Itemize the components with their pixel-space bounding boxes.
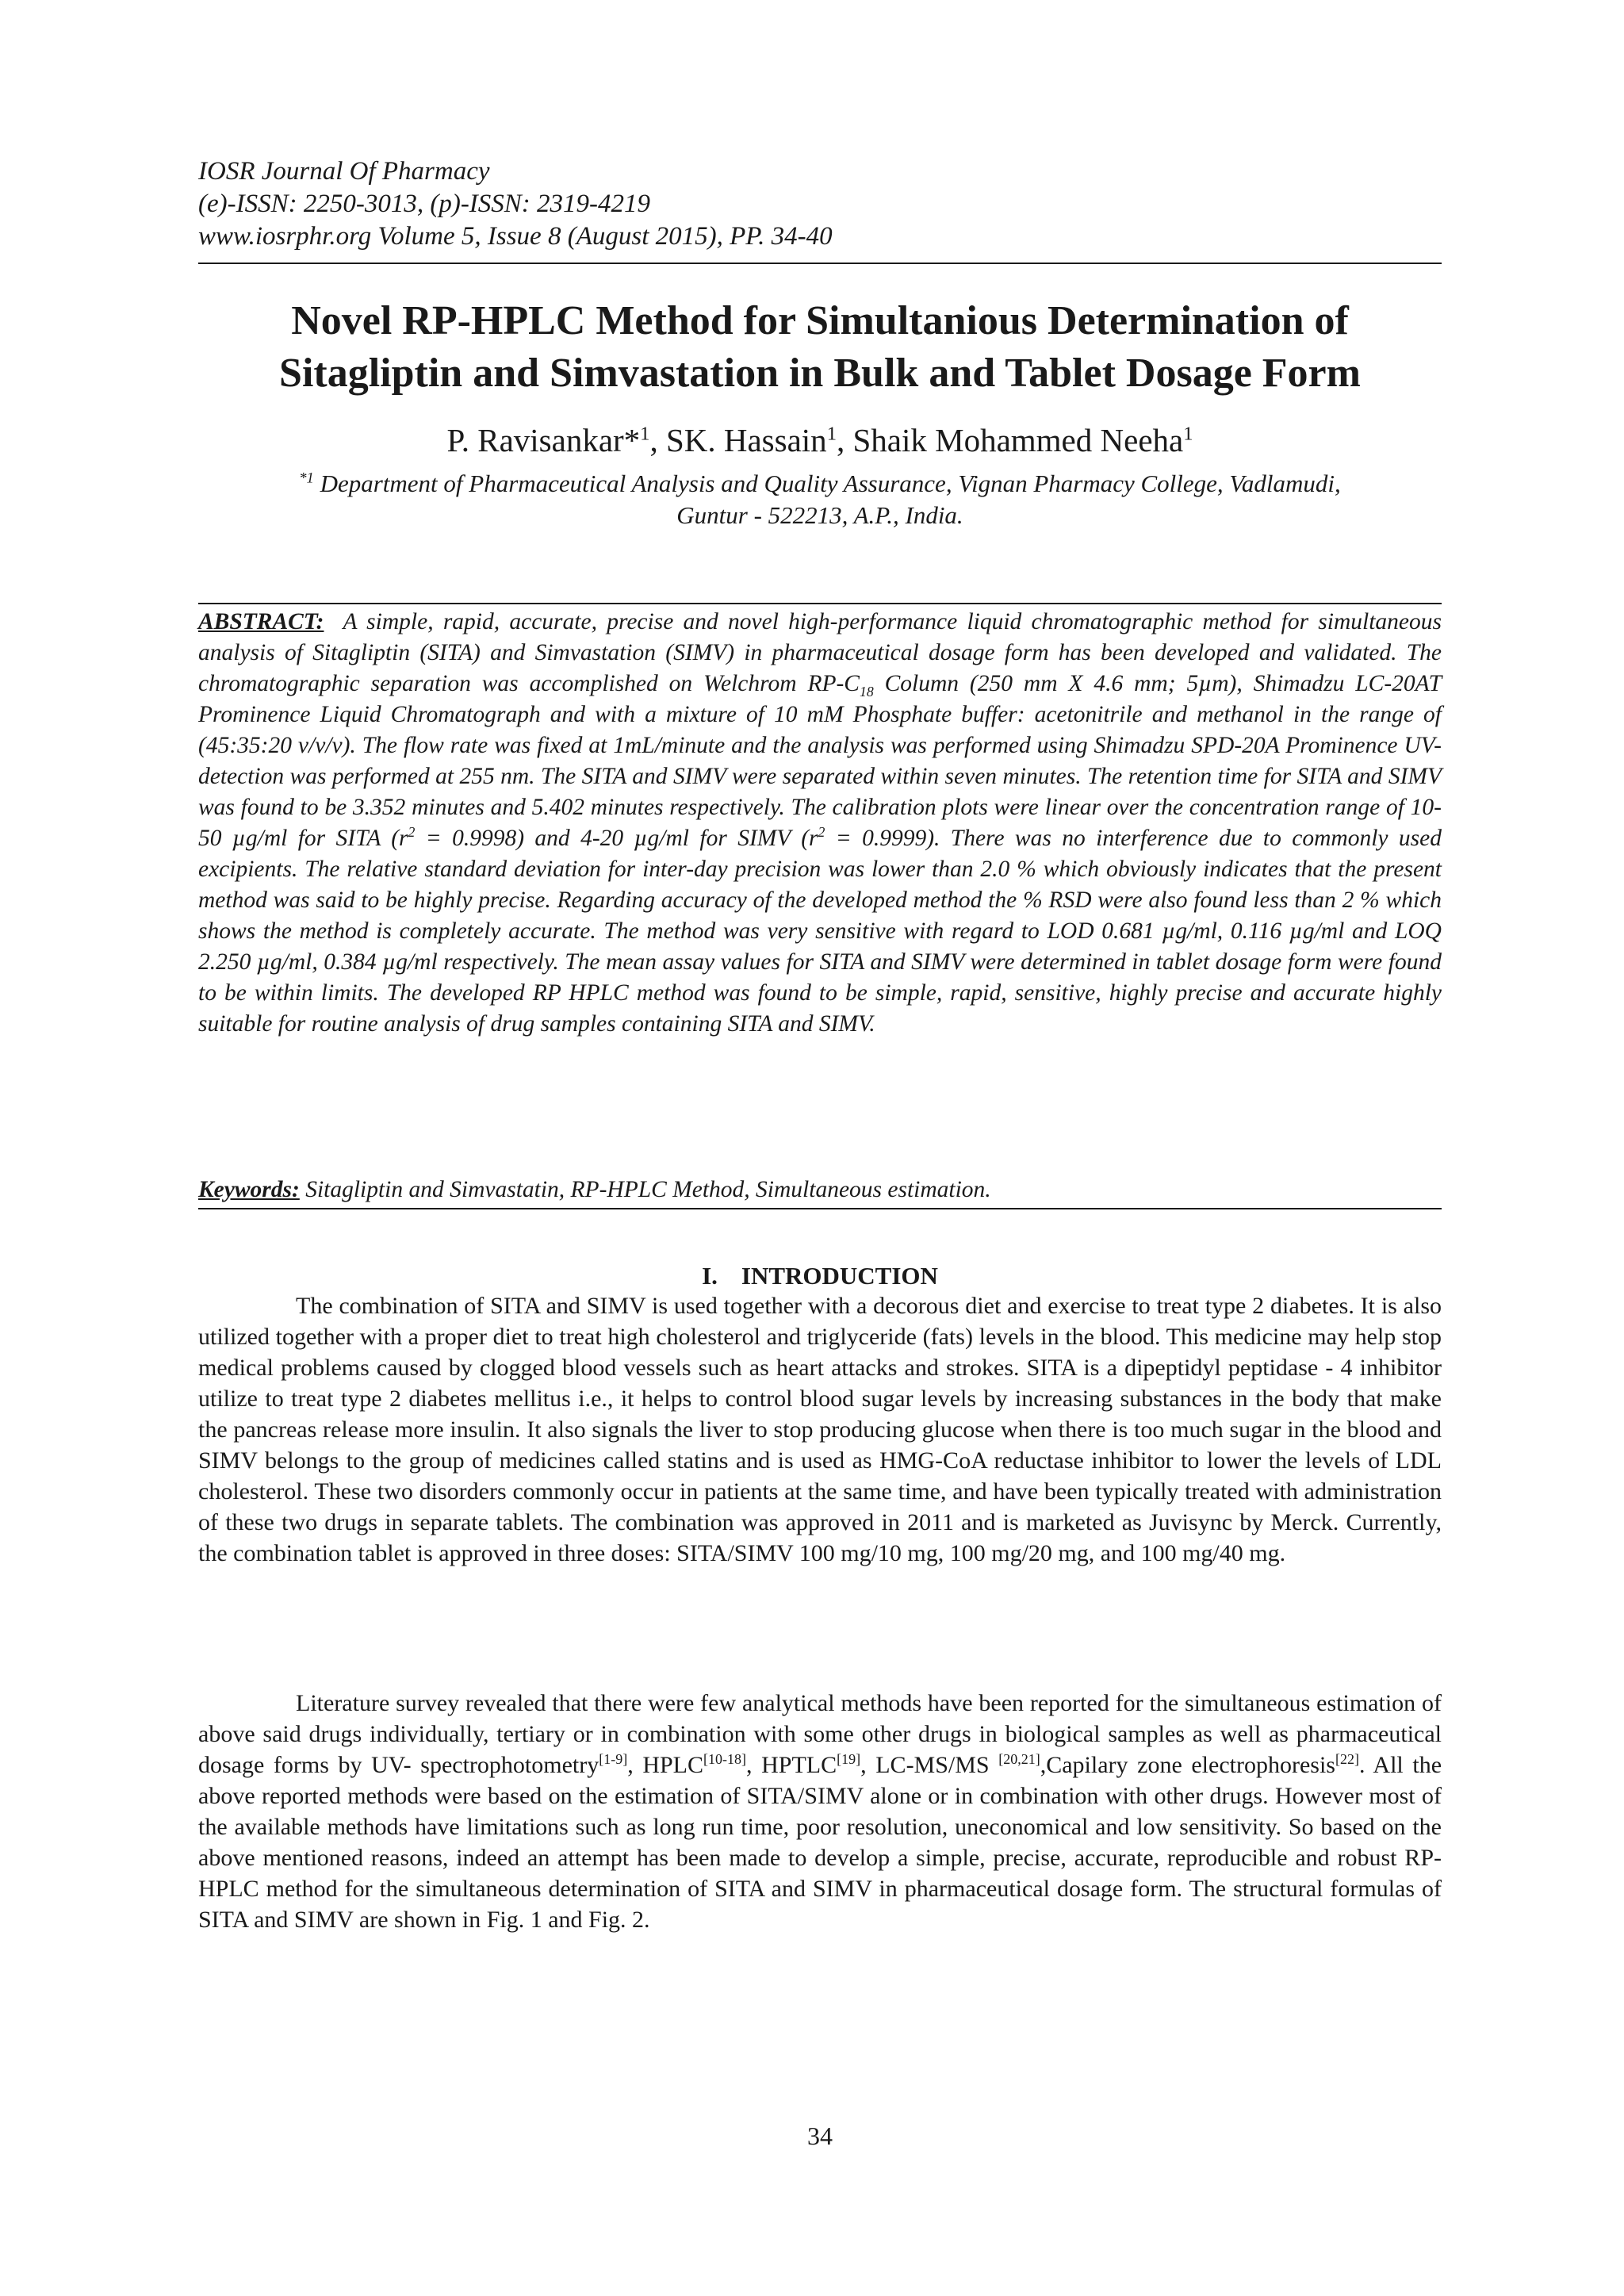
author-list: [198, 420, 1442, 460]
citation: [10-18]: [703, 1751, 746, 1767]
citation: [1-9]: [599, 1751, 628, 1767]
citation: [20,21]: [998, 1751, 1040, 1767]
paper-title: [198, 295, 1442, 400]
abstract-divider: [198, 603, 1442, 604]
section-title: INTRODUCTION: [741, 1262, 938, 1290]
abstract-text: A simple, rapid, accurate, precise and novel high-performance liquid chromatographic method for simultaneous analysis of Sitagliptin (SITA) and Simvastation (SIMV) in pharmaceutical dosage form has been developed and validated. The chromatographic separation was accomplished on Welchrom RP-C: [198, 609, 1442, 696]
intro-paragraph-1: The combination of SITA and SIMV is used together with a decorous diet and exercise to treat type 2 diabetes. It is also utilized together with a proper diet to treat high cholesterol and triglyceride (fats) levels in the blood. This medicine may help stop medical problems caused by clogged blood vessels such as heart attacks and strokes. SITA is a dipeptidyl peptidase - 4 inhibitor utilize to treat type 2 diabetes mellitus i.e., it helps to control blood sugar levels by increasing substances in the body that make the pancreas release more insulin. It also signals the liver to stop producing glucose when there is too much sugar in the blood and SIMV belongs to the group of medicines called statins and is used as HMG-CoA reductase inhibitor to lower the levels of LDL cholesterol. These two disorders commonly occur in patients at the same time, and have been typically treated with administration of these two drugs in separate tablets. The combination was approved in 2011 and is marketed as Juvisync by Merck. Currently, the combination tablet is approved in three doses: SITA/SIMV 100 mg/10 mg, 100 mg/20 mg, and 100 mg/40 mg.: [198, 1293, 1442, 1566]
superscript: 2: [408, 824, 416, 841]
author-name: P. Ravisankar*: [446, 422, 641, 458]
title-line-2: Sitagliptin and Simvastation in Bulk and Tablet Dosage Form: [279, 351, 1361, 396]
abstract-text: = 0.9998) and 4-20 µg/ml for SIMV (r: [415, 826, 818, 851]
abstract: [198, 607, 1442, 1040]
affiliation-line-2: Guntur - 522213, A.P., India.: [676, 501, 963, 529]
abstract-text: Column (250 mm X 4.6 mm; 5µm), Shimadzu LC-20AT Prominence Liquid Chromatograph and with a mixture of 10 mM Phosphate buffer: acetonitrile and methanol in the range of (45:35:20 v/v/v). The flow rate was fixed at 1mL/minute and the analysis was performed using Shimadzu SPD-20A Prominence UV-detection was performed at 255 nm. The SITA and SIMV were separated within seven minutes. The retention time for SITA and SIMV was found to be 3.352 minutes and 5.402 minutes respectively. The calibration plots were linear over the concentration range of 10-50 µg/ml for SITA (r: [198, 671, 1442, 851]
author-separator: ,: [836, 422, 853, 458]
affiliation-marker: *1: [299, 470, 314, 487]
abstract-text: = 0.9999). There was no interference due to commonly used excipients. The relative standard deviation for inter-day precision was lower than 2.0 % which obviously indicates that the present method was said to be highly precise. Regarding accuracy of the developed method the % RSD were also found less than 2 % which shows the method is completely accurate. The method was very sensitive with regard to LOD 0.681 µg/ml, 0.116 µg/ml and LOQ 2.250 µg/ml, 0.384 µg/ml respectively. The mean assay values for SITA and SIMV were determined in tablet dosage form were found to be within limits. The developed RP HPLC method was found to be simple, rapid, sensitive, highly precise and accurate highly suitable for routine analysis of drug samples containing SITA and SIMV.: [198, 826, 1442, 1037]
subscript: 18: [859, 683, 874, 700]
author-name: Shaik Mohammed Neeha: [852, 422, 1184, 458]
paragraph-text: , HPTLC: [746, 1752, 837, 1778]
affiliation: [198, 468, 1442, 531]
citation: [22]: [1335, 1751, 1359, 1767]
citation: [19]: [837, 1751, 861, 1767]
paragraph-text: Literature survey revealed that there were few analytical methods have been reported for the simultaneous estimation of above said drugs individually, tertiary or in combination with some other drugs in biological samples as well as pharmaceutical dosage forms by UV- spectrophotometry: [198, 1690, 1442, 1778]
title-line-1: Novel RP-HPLC Method for Simultanious Determination of: [291, 298, 1349, 343]
journal-issn: (e)-ISSN: 2250-3013, (p)-ISSN: 2319-4219: [198, 190, 651, 218]
author-affiliation-mark: 1: [640, 423, 650, 445]
keywords-label: Keywords:: [198, 1177, 300, 1202]
journal-name: IOSR Journal Of Pharmacy: [198, 157, 490, 186]
paragraph-text: ,Capilary zone electrophoresis: [1040, 1752, 1335, 1778]
intro-paragraph-2: [198, 1688, 1442, 1935]
journal-header: [198, 155, 1442, 253]
affiliation-line-1: Department of Pharmaceutical Analysis and Quality Assurance, Vignan Pharmacy College, Vadlamudi,: [320, 470, 1341, 497]
author-name: SK. Hassain: [665, 422, 827, 458]
section-number: I.: [702, 1262, 718, 1290]
keywords-divider: [198, 1208, 1442, 1209]
paragraph-text: . All the above reported methods were based on the estimation of SITA/SIMV alone or in combination with other drugs. However most of the available methods have limitations such as long run time, poor resolution, uneconomical and low sensitivity. So based on the above mentioned reasons, indeed an attempt has been made to develop a simple, precise, accurate, reproducible and robust RP-HPLC method for the simultaneous determination of SITA and SIMV in pharmaceutical dosage form. The structural formulas of SITA and SIMV are shown in Fig. 1 and Fig. 2.: [198, 1752, 1442, 1933]
page-number: 34: [807, 2122, 833, 2150]
keywords: [198, 1174, 1442, 1205]
paragraph-text: , LC-MS/MS: [860, 1752, 999, 1778]
journal-volume: www.iosrphr.org Volume 5, Issue 8 (August 2015), PP. 34-40: [198, 222, 833, 251]
author-separator: ,: [649, 422, 666, 458]
paragraph-text: , HPLC: [627, 1752, 704, 1778]
header-divider: [198, 263, 1442, 264]
keywords-text: Sitagliptin and Simvastatin, RP-HPLC Method, Simultaneous estimation.: [305, 1177, 991, 1202]
author-affiliation-mark: 1: [826, 423, 837, 445]
abstract-label: ABSTRACT:: [198, 609, 324, 634]
superscript: 2: [818, 824, 825, 841]
section-heading-introduction: [198, 1261, 1442, 1291]
author-affiliation-mark: 1: [1183, 423, 1193, 445]
